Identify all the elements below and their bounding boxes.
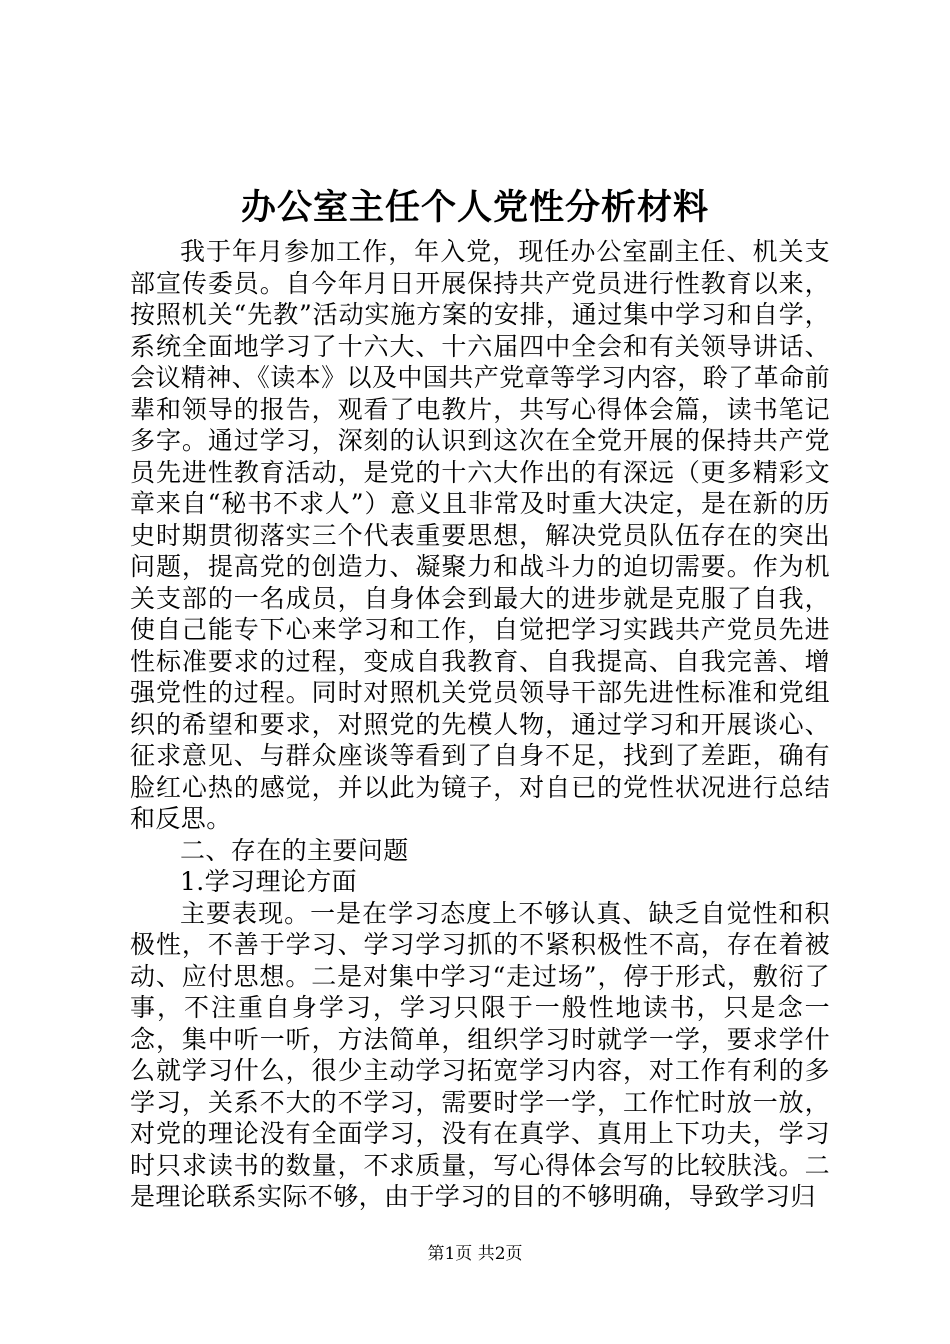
intro-paragraph: 我于年月参加工作，年入党，现任办公室副主任、机关支部宣传委员。自今年月日开展保持共产党员进行性教育以来，按照机关“先教”活动实施方案的安排，通过集中学习和自学，系统全面地学习了十六大、十六届四中全会和有关领导讲话、会议精神、《读本》以及中国共产党章等学习内容，聆了革命前辈和领导的报告，观看了电教片，共写心得体会篇，读书笔记多字。通过学习，深刻的认识到这次在全党开展的保持共产党员先进性教育活动，是党的十六大作出的有深远（更多精彩文章来自“秘书不求人”）意义且非常及时重大决定，是在新的历史时期贯彻落实三个代表重要思想，解决党员队伍存在的突出问题，提高党的创造力、凝聚力和战斗力的迫切需要。作为机关支部的一名成员，自身体会到最大的进步就是克服了自我，使自己能专下心来学习和工作，自觉把学习实践共产党员先进性标准要求的过程，变成自我教育、自我提高、自我完善、增强党性的过程。同时对照机关党员领导干部先进性标准和党组织的希望和要求，对照党的先模人物，通过学习和开展谈心、征求意见、与群众座谈等看到了自身不足，找到了差距，确有脸红心热的感觉，并以此为镜子，对自已的党性状况进行总结和反思。 (130, 237, 830, 833)
page-title: 办公室主任个人党性分析材料 (240, 188, 709, 228)
body-paragraph: 主要表现。一是在学习态度上不够认真、缺乏自觉性和积极性，不善于学习、学习学习抓的不紧积极性不高，存在着被动、应付思想。二是对集中学习“走过场”，停于形式，敷衍了事，不注重自身学习，学习只限于一般性地读书，只是念一念，集中听一听，方法简单，组织学习时就学一学，要求学什么就学习什么，很少主动学习拓宽学习内容，对工作有利的多学习，关系不大的不学习，需要时学一学，工作忙时放一放，对党的理论没有全面学习，没有在真学、真用上下功夫，学习时只求读书的数量，不求质量，写心得体会写的比较肤浅。二是理论联系实际不够，由于学习的目的不够明确，导致学习归 (130, 898, 830, 1211)
subsection-heading: 1.学习理论方面 (180, 867, 358, 896)
page-footer: 第1页 共2页 (427, 1244, 523, 1264)
section-heading: 二、存在的主要问题 (180, 835, 409, 865)
document-body (130, 236, 830, 1213)
